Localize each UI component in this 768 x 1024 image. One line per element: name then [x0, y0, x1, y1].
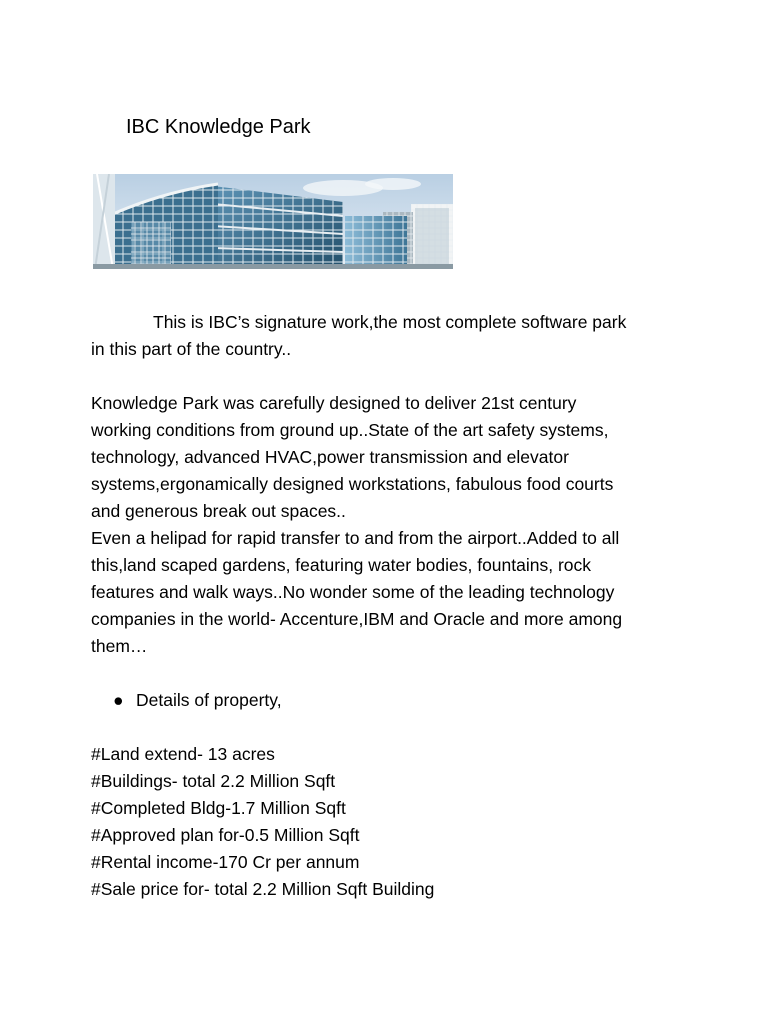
document-body [91, 309, 691, 903]
paragraph-spacer [91, 363, 691, 390]
amenities-paragraph: Even a helipad for rapid transfer to and from the airport..Added to all this,land scaped gardens, featuring water bodies, fountains, rock features and walk ways..No wonder some of the leading technology companies in the world- Accenture,IBM and Oracle and more among them… [91, 528, 623, 656]
office-buildings-image [93, 174, 453, 269]
detail-line-approved: #Approved plan for-0.5 Million Sqft [91, 825, 360, 845]
bullet-item [91, 687, 691, 714]
paragraph-spacer [91, 660, 691, 687]
page-title: IBC Knowledge Park [126, 116, 311, 138]
detail-line-land: #Land extend- 13 acres [91, 744, 275, 764]
bullet-icon: ● [113, 690, 124, 710]
detail-line-sale: #Sale price for- total 2.2 Million Sqft Building [91, 879, 435, 899]
intro-line-1: This is IBC’s signature work,the most complete software park [153, 312, 627, 332]
detail-line-buildings: #Buildings- total 2.2 Million Sqft [91, 771, 336, 791]
detail-line-rental: #Rental income-170 Cr per annum [91, 852, 360, 872]
bullet-text: Details of property, [136, 690, 282, 710]
office-buildings-photo [93, 174, 453, 269]
detail-line-completed: #Completed Bldg-1.7 Million Sqft [91, 798, 346, 818]
intro-paragraph [91, 309, 691, 363]
intro-line-2: in this part of the country.. [91, 339, 292, 359]
property-details-list [91, 741, 691, 903]
paragraph-spacer [91, 714, 691, 741]
design-paragraph: Knowledge Park was carefully designed to deliver 21st century working conditions from ground up..State of the art safety systems, technology, advanced HVAC,power transmission and elevator systems,ergonamically designed workstations, fabulous food courts and generous break out spaces.. [91, 393, 614, 521]
